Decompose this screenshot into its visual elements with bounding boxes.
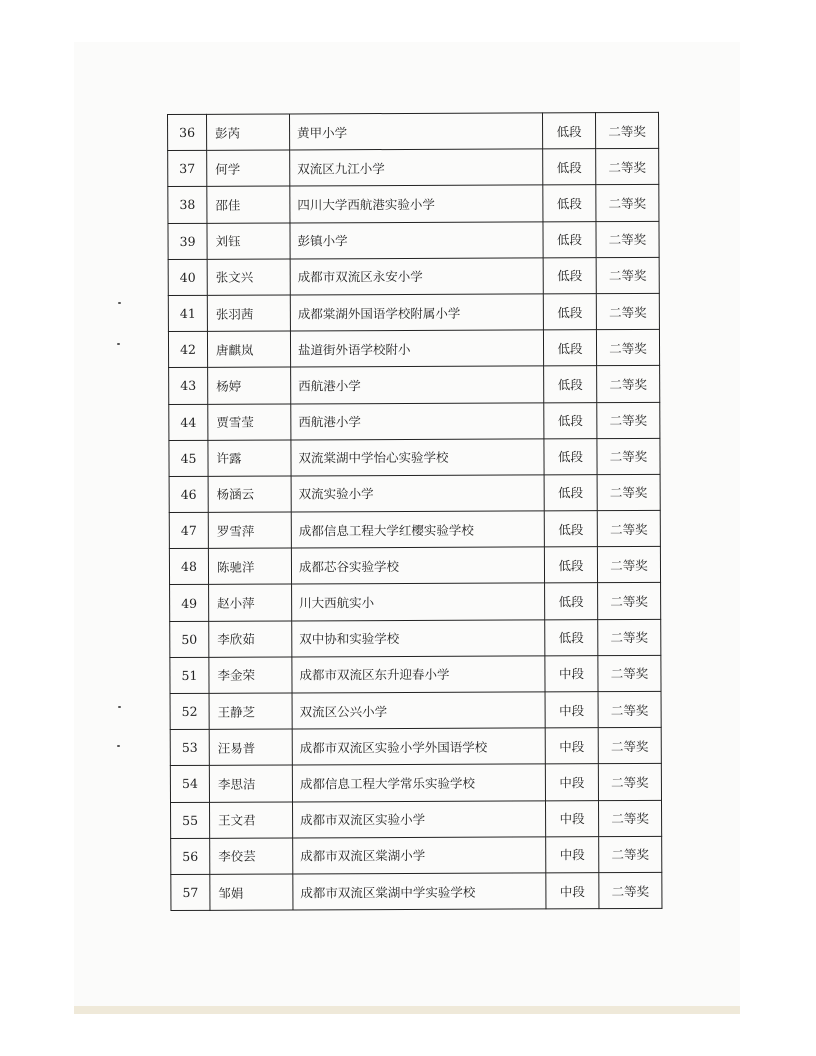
- grade-level-cell: 中段: [546, 873, 599, 909]
- table-row: [169, 438, 660, 476]
- row-number-cell: 42: [168, 331, 207, 367]
- school-name-cell: 成都棠湖外国语学校附属小学: [290, 294, 543, 331]
- award-level-cell: 二等奖: [597, 438, 660, 474]
- row-number-cell: 47: [169, 512, 208, 548]
- winner-name-cell: 李佼芸: [210, 838, 293, 875]
- awards-table-body: [168, 112, 662, 910]
- winner-name-cell: 张羽茜: [207, 295, 290, 332]
- row-number-cell: 39: [168, 223, 207, 259]
- row-number-cell: 55: [171, 802, 210, 838]
- winner-name-cell: 何学: [207, 150, 290, 187]
- grade-level-cell: 低段: [544, 366, 597, 402]
- row-number-cell: 37: [168, 151, 207, 187]
- grade-level-cell: 低段: [545, 583, 598, 619]
- school-name-cell: 成都市双流区实验小学外国语学校: [292, 728, 545, 765]
- grade-level-cell: 中段: [546, 836, 599, 872]
- table-row: [168, 149, 659, 187]
- awards-table: [167, 112, 662, 911]
- school-name-cell: 成都芯谷实验学校: [291, 547, 544, 584]
- school-name-cell: 双流区公兴小学: [292, 692, 545, 729]
- scan-speck: [118, 302, 121, 304]
- row-number-cell: 49: [170, 585, 209, 621]
- winner-name-cell: 罗雪萍: [208, 512, 291, 549]
- award-level-cell: 二等奖: [597, 366, 660, 402]
- row-number-cell: 56: [171, 838, 210, 874]
- school-name-cell: 成都市双流区棠湖小学: [293, 837, 546, 874]
- school-name-cell: 双中协和实验学校: [292, 619, 545, 656]
- table-row: [168, 221, 659, 259]
- row-number-cell: 43: [169, 368, 208, 404]
- winner-name-cell: 贾雪莹: [208, 403, 291, 440]
- winner-name-cell: 李欣茹: [209, 621, 292, 658]
- school-name-cell: 成都信息工程大学常乐实验学校: [292, 764, 545, 801]
- school-name-cell: 四川大学西航港实验小学: [290, 185, 543, 222]
- row-number-cell: 52: [170, 693, 209, 729]
- table-row: [171, 800, 662, 838]
- table-row: [168, 329, 659, 367]
- award-level-cell: 二等奖: [599, 872, 662, 908]
- grade-level-cell: 低段: [544, 438, 597, 474]
- row-number-cell: 50: [170, 621, 209, 657]
- school-name-cell: 成都市双流区实验小学: [293, 800, 546, 837]
- table-row: [168, 257, 659, 295]
- winner-name-cell: 刘钰: [207, 223, 290, 260]
- grade-level-cell: 低段: [543, 330, 596, 366]
- award-level-cell: 二等奖: [596, 257, 659, 293]
- row-number-cell: 45: [169, 440, 208, 476]
- table-row: [169, 547, 660, 585]
- winner-name-cell: 陈驰洋: [208, 548, 291, 585]
- award-level-cell: 二等奖: [596, 149, 659, 185]
- grade-level-cell: 低段: [543, 257, 596, 293]
- table-row: [170, 728, 661, 766]
- table-row: [170, 583, 661, 621]
- winner-name-cell: 李金荣: [209, 657, 292, 694]
- grade-level-cell: 低段: [544, 511, 597, 547]
- school-name-cell: 彭镇小学: [290, 221, 543, 258]
- award-level-cell: 二等奖: [598, 655, 661, 691]
- grade-level-cell: 中段: [545, 728, 598, 764]
- grade-level-cell: 低段: [544, 402, 597, 438]
- grade-level-cell: 中段: [545, 692, 598, 728]
- winner-name-cell: 邵佳: [207, 186, 290, 223]
- winner-name-cell: 杨婷: [208, 367, 291, 404]
- award-level-cell: 二等奖: [596, 221, 659, 257]
- page-edge-shadow: [74, 1006, 740, 1014]
- grade-level-cell: 中段: [545, 655, 598, 691]
- winner-name-cell: 彭芮: [207, 114, 290, 151]
- table-row: [170, 764, 661, 802]
- row-number-cell: 46: [169, 476, 208, 512]
- table-row: [170, 619, 661, 657]
- school-name-cell: 西航港小学: [291, 366, 544, 403]
- grade-level-cell: 中段: [545, 800, 598, 836]
- row-number-cell: 53: [170, 730, 209, 766]
- school-name-cell: 黄甲小学: [290, 113, 543, 150]
- winner-name-cell: 邹娟: [210, 874, 293, 911]
- award-level-cell: 二等奖: [597, 474, 660, 510]
- winner-name-cell: 许露: [208, 440, 291, 477]
- row-number-cell: 51: [170, 657, 209, 693]
- award-level-cell: 二等奖: [596, 293, 659, 329]
- school-name-cell: 双流实验小学: [291, 475, 544, 512]
- scan-speck: [117, 343, 120, 345]
- table-row: [170, 655, 661, 693]
- table-row: [171, 872, 662, 910]
- scan-speck: [118, 706, 121, 708]
- grade-level-cell: 低段: [544, 475, 597, 511]
- row-number-cell: 40: [168, 259, 207, 295]
- table-row: [169, 510, 660, 548]
- table-row: [171, 836, 662, 874]
- award-level-cell: 二等奖: [598, 764, 661, 800]
- table-row: [169, 366, 660, 404]
- school-name-cell: 川大西航实小: [292, 583, 545, 620]
- table-row: [169, 474, 660, 512]
- winner-name-cell: 汪易普: [209, 729, 292, 766]
- award-level-cell: 二等奖: [596, 329, 659, 365]
- winner-name-cell: 张文兴: [207, 259, 290, 296]
- award-level-cell: 二等奖: [598, 728, 661, 764]
- table-row: [168, 112, 659, 150]
- award-level-cell: 二等奖: [598, 691, 661, 727]
- school-name-cell: 成都市双流区东升迎春小学: [292, 656, 545, 693]
- row-number-cell: 57: [171, 874, 210, 910]
- award-level-cell: 二等奖: [598, 619, 661, 655]
- grade-level-cell: 低段: [545, 619, 598, 655]
- grade-level-cell: 中段: [545, 764, 598, 800]
- award-level-cell: 二等奖: [598, 583, 661, 619]
- school-name-cell: 成都市双流区永安小学: [290, 258, 543, 295]
- award-level-cell: 二等奖: [597, 402, 660, 438]
- school-name-cell: 双流棠湖中学怡心实验学校: [291, 439, 544, 476]
- winner-name-cell: 杨涵云: [208, 476, 291, 513]
- school-name-cell: 盐道街外语学校附小: [290, 330, 543, 367]
- winner-name-cell: 李思洁: [209, 765, 292, 802]
- winner-name-cell: 赵小萍: [209, 584, 292, 621]
- grade-level-cell: 低段: [543, 185, 596, 221]
- award-level-cell: 二等奖: [596, 185, 659, 221]
- row-number-cell: 41: [168, 295, 207, 331]
- grade-level-cell: 低段: [544, 547, 597, 583]
- grade-level-cell: 低段: [543, 294, 596, 330]
- row-number-cell: 36: [168, 114, 207, 150]
- table-row: [168, 293, 659, 331]
- grade-level-cell: 低段: [542, 113, 595, 149]
- grade-level-cell: 低段: [543, 149, 596, 185]
- winner-name-cell: 唐麒岚: [207, 331, 290, 368]
- winner-name-cell: 王文君: [210, 802, 293, 839]
- row-number-cell: 38: [168, 187, 207, 223]
- winner-name-cell: 王静芝: [209, 693, 292, 730]
- award-level-cell: 二等奖: [597, 510, 660, 546]
- row-number-cell: 48: [169, 549, 208, 585]
- table-row: [170, 691, 661, 729]
- row-number-cell: 54: [170, 766, 209, 802]
- grade-level-cell: 低段: [543, 221, 596, 257]
- school-name-cell: 西航港小学: [291, 402, 544, 439]
- school-name-cell: 成都信息工程大学红樱实验学校: [291, 511, 544, 548]
- table-row: [169, 402, 660, 440]
- award-level-cell: 二等奖: [598, 800, 661, 836]
- award-level-cell: 二等奖: [595, 112, 658, 148]
- table-row: [168, 185, 659, 223]
- scan-speck: [117, 745, 120, 747]
- school-name-cell: 双流区九江小学: [290, 149, 543, 186]
- award-level-cell: 二等奖: [599, 836, 662, 872]
- school-name-cell: 成都市双流区棠湖中学实验学校: [293, 873, 546, 910]
- award-level-cell: 二等奖: [597, 547, 660, 583]
- row-number-cell: 44: [169, 404, 208, 440]
